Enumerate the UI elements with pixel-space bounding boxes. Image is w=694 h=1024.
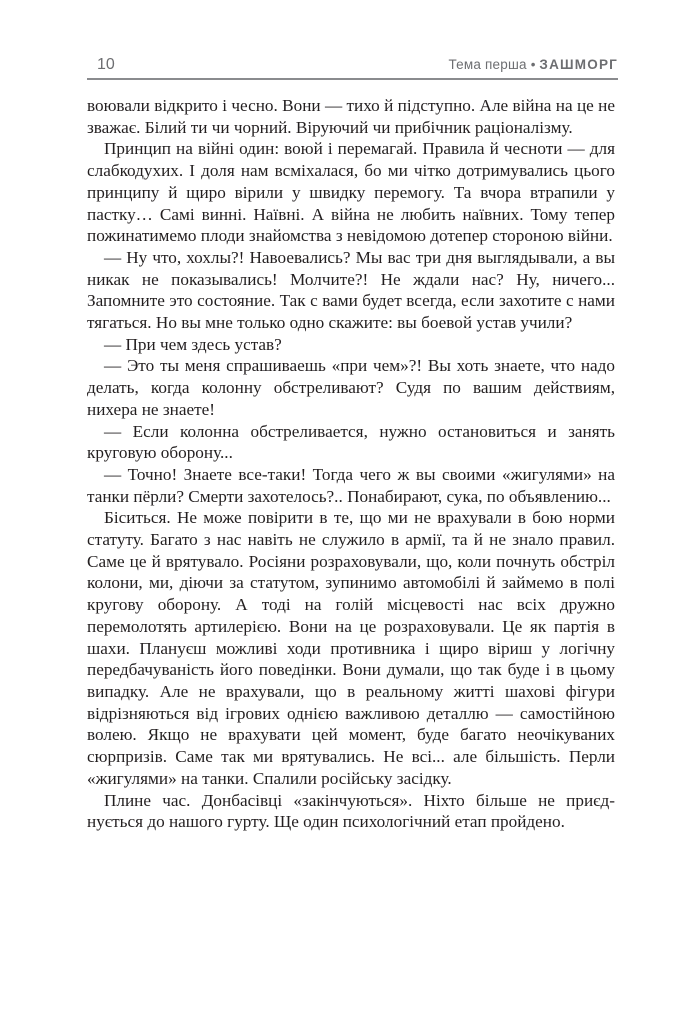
topic-name: ЗАШМОРГ <box>539 57 618 72</box>
page-header <box>87 50 618 80</box>
dialogue-line-5: — Точно! Знаете все-таки! Тогда чего ж вы своими «жигулями» на танки пёрли? Смерти захотелось?.. Понабирают, сука, по объявлению... <box>87 464 615 506</box>
topic-label: Тема перша <box>448 57 527 72</box>
paragraph-2: Принцип на війні один: воюй і перемагай. Правила й чесноти — для слабкодухих. І доля нам всміхалася, бо ми чітко дотримувались цього принципу й щиро вірили у швидку перемогу. Та вчора втрапили у пастку… Самі винні. Наївні. А війна не любить наївних. Тому тепер пожинатимемо плоди знайомства з невідомою дотепер стороною війни. <box>87 139 615 246</box>
dialogue-line-1: — Ну что, хохлы?! Навоевались? Мы вас три дня выглядывали, а вы никак не показывались! Молчите?! Не ждали нас? Ну, ничего... Запомните это состояние. Так с вами будет всегда, если захотите с нами тягаться. Но вы мне только одно скажите: вы боевой устав учили? <box>87 247 615 333</box>
dialogue-line-2: — При чем здесь устав? <box>104 334 282 354</box>
bullet-separator: • <box>530 57 536 72</box>
running-head <box>448 57 618 72</box>
paragraph-1: воювали відкрито і чесно. Вони — тихо й підступно. Але війна на це не зважає. Білий ти чи чорний. Віруючий чи прибічник раціоналізму. <box>87 96 615 137</box>
paragraph-3: Біситься. Не може повірити в те, що ми не врахували в бою норми статуту. Багато з нас навіть не служило в армії, та й не знало правил. Саме це й врятувало. Росіяни розраховували, що, коли почнуть обстріл колони, ми, діючи за статутом, зупинимо автомобілі й займемо в полі кругову оборону. А тоді на голій місцевості нас всіх дружно перемолотять артилерією. Вони на це розраховували. Це як партія в шахи. Плануєш можливі ходи противника і щиро віриш у логічну передбачуваність його поведінки. Вони думали, що так буде і в цьому випадку. Але не врахували, що в реальному житті шахові фігури відрізняються від ігрових однією важливою деталлю — самостійною волею. Якщо не врахувати цей момент, буде багато неочікуваних сюрпризів. Саме так ми врятувались. Не всі... але більшість. Перли «жигулями» на танки. Спалили російську засідку. <box>87 508 615 788</box>
page-number: 10 <box>97 56 115 73</box>
header-divider <box>87 78 618 80</box>
paragraph-4: Плине час. Донбасівці «закінчуються». Ніхто більше не приєднується до нашого гурту. Ще один психологічний етап пройдено. <box>87 790 615 832</box>
dialogue-line-3: — Это ты меня спрашиваешь «при чем»?! Вы хоть знаете, что надо делать, когда колонну обстреливают? Судя по вашим действиям, нихера не знаете! <box>87 356 615 419</box>
dialogue-line-4: — Если колонна обстреливается, нужно остановиться и занять круговую оборону... <box>87 421 615 463</box>
body-text <box>87 95 615 833</box>
